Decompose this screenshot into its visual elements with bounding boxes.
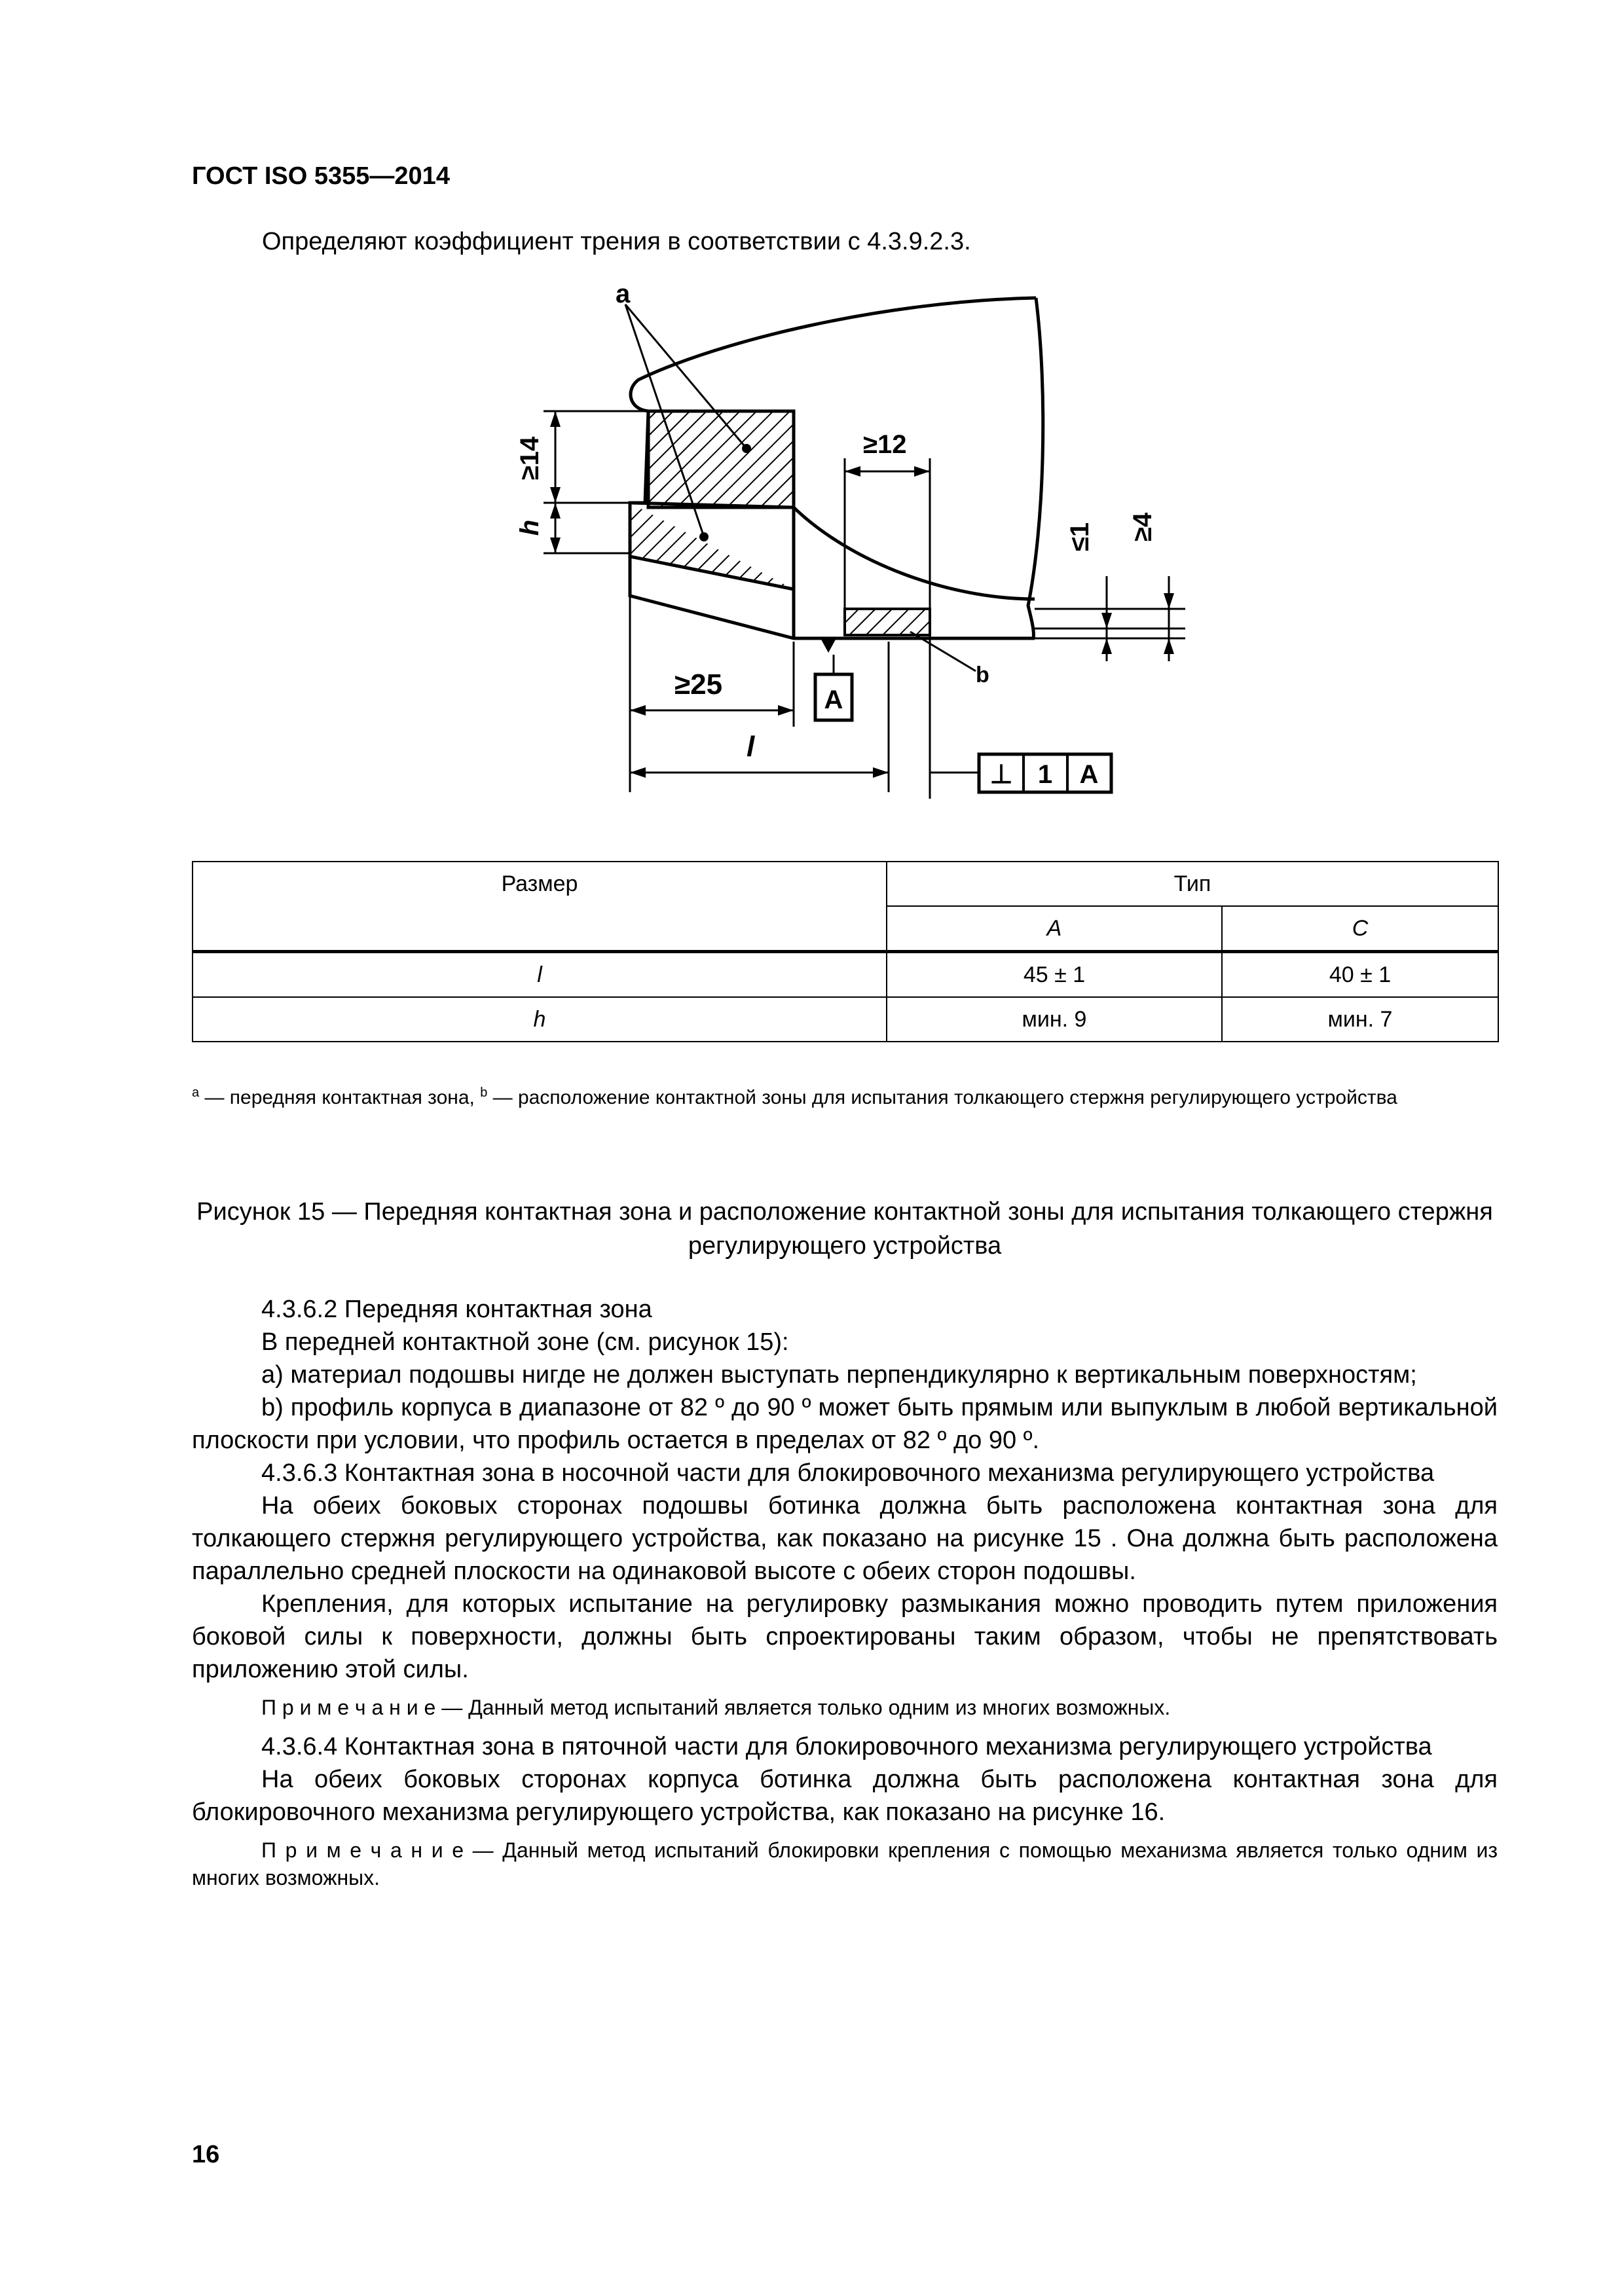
paragraph: На обеих боковых сторонах корпуса ботинка должна быть расположена контактная зона для блокировочного механизма регулирующего устройства, как показано на рисунке 16. — [192, 1766, 1498, 1826]
label-b: b — [976, 663, 989, 687]
body-text — [192, 1293, 1498, 1901]
tolerance-value: 1 — [1037, 760, 1053, 789]
label-dim-4: ≥4 — [1128, 512, 1157, 542]
section-heading: 4.3.6.4 Контактная зона в пяточной части для блокировочного механизма регулирующего устройства — [261, 1733, 1432, 1760]
note — [192, 1694, 1498, 1721]
row-value-a: 45 ± 1 — [887, 952, 1222, 998]
list-item: a) материал подошвы нигде не должен выступать перпендикулярно к вертикальным поверхностям; — [261, 1361, 1417, 1389]
table-row — [193, 952, 1498, 998]
page-number: 16 — [192, 2141, 220, 2168]
label-dim-l: l — [747, 731, 755, 763]
paragraph: Крепления, для которых испытание на регулировку размыкания можно проводить путем приложения боковой силы к поверхности, должны быть спроектированы таким образом, чтобы не препятствовать приложению этой силы. — [192, 1590, 1498, 1683]
paragraph: В передней контактной зоне (см. рисунок 15): — [261, 1328, 789, 1356]
row-name: l — [193, 952, 887, 998]
row-value-a: мин. 9 — [887, 997, 1222, 1042]
header-type: Тип — [887, 862, 1498, 906]
label-a: a — [616, 280, 631, 308]
intro-line: Определяют коэффициент трения в соответствии с 4.3.9.2.3. — [262, 228, 971, 255]
label-dim-14: ≥14 — [515, 436, 544, 481]
label-dim-1: ≤1 — [1065, 522, 1094, 552]
table-row — [193, 997, 1498, 1042]
header-size: Размер — [193, 862, 887, 952]
note-text: — Данный метод испытаний блокировки крепления с помощью механизма является только одним из многих возможных. — [192, 1838, 1498, 1889]
label-dim-h: h — [515, 519, 544, 536]
note-text: — Данный метод испытаний является только одним из многих возможных. — [435, 1696, 1171, 1719]
tolerance-datum: A — [1079, 760, 1099, 789]
row-value-c: мин. 7 — [1222, 997, 1498, 1042]
row-name: h — [193, 997, 887, 1042]
section-heading: 4.3.6.3 Контактная зона в носочной части для блокировочного механизма регулирующего устройства — [261, 1459, 1435, 1487]
figure-15-drawing — [458, 275, 1192, 812]
tolerance-symbol: ⊥ — [989, 760, 1013, 789]
header-type-c: C — [1222, 906, 1498, 952]
figure-footnote — [192, 1079, 1498, 1112]
footnote-text-b: — расположение контактной зоны для испытания толкающего стержня регулирующего устройства — [487, 1087, 1397, 1108]
footnote-mark-a: a — [192, 1085, 200, 1100]
figure-caption: Рисунок 15 — Передняя контактная зона и расположение контактной зоны для испытания толкающего стержня регулирующего устройства — [196, 1198, 1493, 1260]
footnote-mark-b: b — [480, 1085, 488, 1100]
section-heading: 4.3.6.2 Передняя контактная зона — [261, 1296, 652, 1323]
paragraph: На обеих боковых сторонах подошвы ботинка должна быть расположена контактная зона для толкающего стержня регулирующего устройства, как показано на рисунке 15 . Она должна быть расположена параллельно средней плоскости на одинаковой высоте с обеих сторон подошвы. — [192, 1492, 1498, 1585]
label-dim-12: ≥12 — [863, 430, 907, 459]
row-value-c: 40 ± 1 — [1222, 952, 1498, 998]
document-header: ГОСТ ISO 5355—2014 — [192, 162, 450, 190]
label-dim-25: ≥25 — [674, 668, 723, 701]
note — [192, 1836, 1498, 1891]
label-datum-a: A — [824, 685, 843, 714]
footnote-text-a: — передняя контактная зона, — [199, 1087, 481, 1108]
header-type-a: A — [887, 906, 1222, 952]
dimensions-table — [192, 861, 1499, 1042]
note-label: П р и м е ч а н и е — [261, 1838, 464, 1862]
list-item: b) профиль корпуса в диапазоне от 82 º до 90 º может быть прямым или выпуклым в любой вертикальной плоскости при условии, что профиль остается в пределах от 82 º до 90 º. — [192, 1394, 1498, 1454]
note-label: П р и м е ч а н и е — [261, 1696, 436, 1719]
